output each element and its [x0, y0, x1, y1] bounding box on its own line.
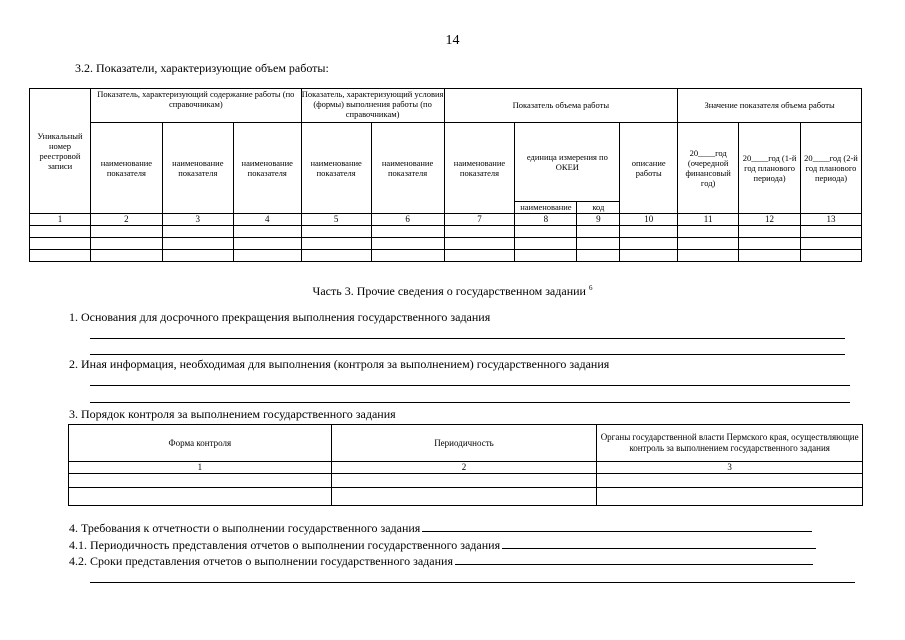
- header-name-indicator: наименование показателя: [233, 123, 301, 214]
- header-name-indicator: наименование показателя: [371, 123, 444, 214]
- fill-line: [90, 582, 855, 583]
- item-4-1: [69, 537, 816, 553]
- fill-line: [502, 537, 816, 549]
- column-number: 6: [371, 214, 444, 226]
- header-year-plan1: 20____год (1-й год планового периода): [739, 123, 801, 214]
- item-2: 2. Иная информация, необходимая для выполнения (контроля за выполнением) государственного задания: [69, 357, 610, 371]
- header-name-indicator: наименование показателя: [162, 123, 233, 214]
- header-description: описание работы: [620, 123, 678, 214]
- fill-line: [90, 385, 850, 386]
- column-number: 7: [444, 214, 515, 226]
- part3-title: Часть 3. Прочие сведения о государственном задании: [312, 284, 586, 298]
- item-4: [69, 520, 812, 536]
- footnote-marker: 6: [588, 284, 593, 292]
- fill-line: [90, 354, 845, 355]
- header-year-current: 20____год (очередной финансовый год): [678, 123, 739, 214]
- table-row: [30, 249, 862, 261]
- header-name-indicator: наименование показателя: [301, 123, 371, 214]
- header-unique-number: Уникальный номер реестровой записи: [30, 89, 91, 214]
- column-number: 9: [577, 214, 620, 226]
- item-4-1-label: 4.1. Периодичность представления отчетов о выполнении государственного задания: [69, 538, 501, 552]
- fill-line: [90, 338, 845, 339]
- header-name-indicator: наименование показателя: [444, 123, 515, 214]
- column-number: 10: [620, 214, 678, 226]
- table-row: [69, 487, 863, 505]
- column-number: 8: [515, 214, 577, 226]
- column-number: 13: [801, 214, 862, 226]
- fill-line: [422, 520, 812, 532]
- header-conditions-indicator: Показатель, характеризующий условия (формы) выполнения работы (по справочникам): [301, 89, 444, 123]
- item-4-2-label: 4.2. Сроки представления отчетов о выполнении государственного задания: [69, 554, 453, 568]
- column-number: 2: [90, 214, 162, 226]
- header-content-indicator: Показатель, характеризующий содержание работы (по справочникам): [90, 89, 301, 123]
- header-volume-indicator: Показатель объема работы: [444, 89, 678, 123]
- table-row: [30, 225, 862, 237]
- header-name-indicator: наименование показателя: [90, 123, 162, 214]
- column-number: 2: [331, 462, 597, 474]
- fill-line: [455, 553, 813, 565]
- control-table: [68, 424, 863, 506]
- section-3-2-title: 3.2. Показатели, характеризующие объем работы:: [75, 61, 329, 75]
- work-volume-table: [29, 88, 862, 262]
- header-unit-name: наименование: [515, 202, 577, 214]
- column-number: 5: [301, 214, 371, 226]
- column-number: 3: [162, 214, 233, 226]
- header-control-form: Форма контроля: [69, 425, 332, 462]
- column-number: 1: [69, 462, 332, 474]
- column-number: 11: [678, 214, 739, 226]
- header-unit-okei: единица измерения по ОКЕИ: [515, 123, 620, 202]
- header-control-bodies: Органы государственной власти Пермского края, осуществляющие контроль за выполнением государственного задания: [597, 425, 863, 462]
- column-number: 3: [597, 462, 863, 474]
- page-number: 14: [445, 33, 460, 48]
- item-4-2: [69, 553, 813, 569]
- column-number: 4: [233, 214, 301, 226]
- header-periodicity: Периодичность: [331, 425, 597, 462]
- header-unit-code: код: [577, 202, 620, 214]
- item-1: 1. Основания для досрочного прекращения выполнения государственного задания: [69, 310, 491, 324]
- header-volume-value: Значение показателя объема работы: [678, 89, 862, 123]
- column-number: 1: [30, 214, 91, 226]
- part3-heading: [0, 284, 905, 299]
- item-3: 3. Порядок контроля за выполнением государственного задания: [69, 407, 396, 421]
- header-year-plan2: 20____год (2-й год планового периода): [801, 123, 862, 214]
- column-number: 12: [739, 214, 801, 226]
- item-4-label: 4. Требования к отчетности о выполнении государственного задания: [69, 521, 421, 535]
- fill-line: [90, 402, 850, 403]
- table-row: [69, 473, 863, 487]
- table-row: [30, 237, 862, 249]
